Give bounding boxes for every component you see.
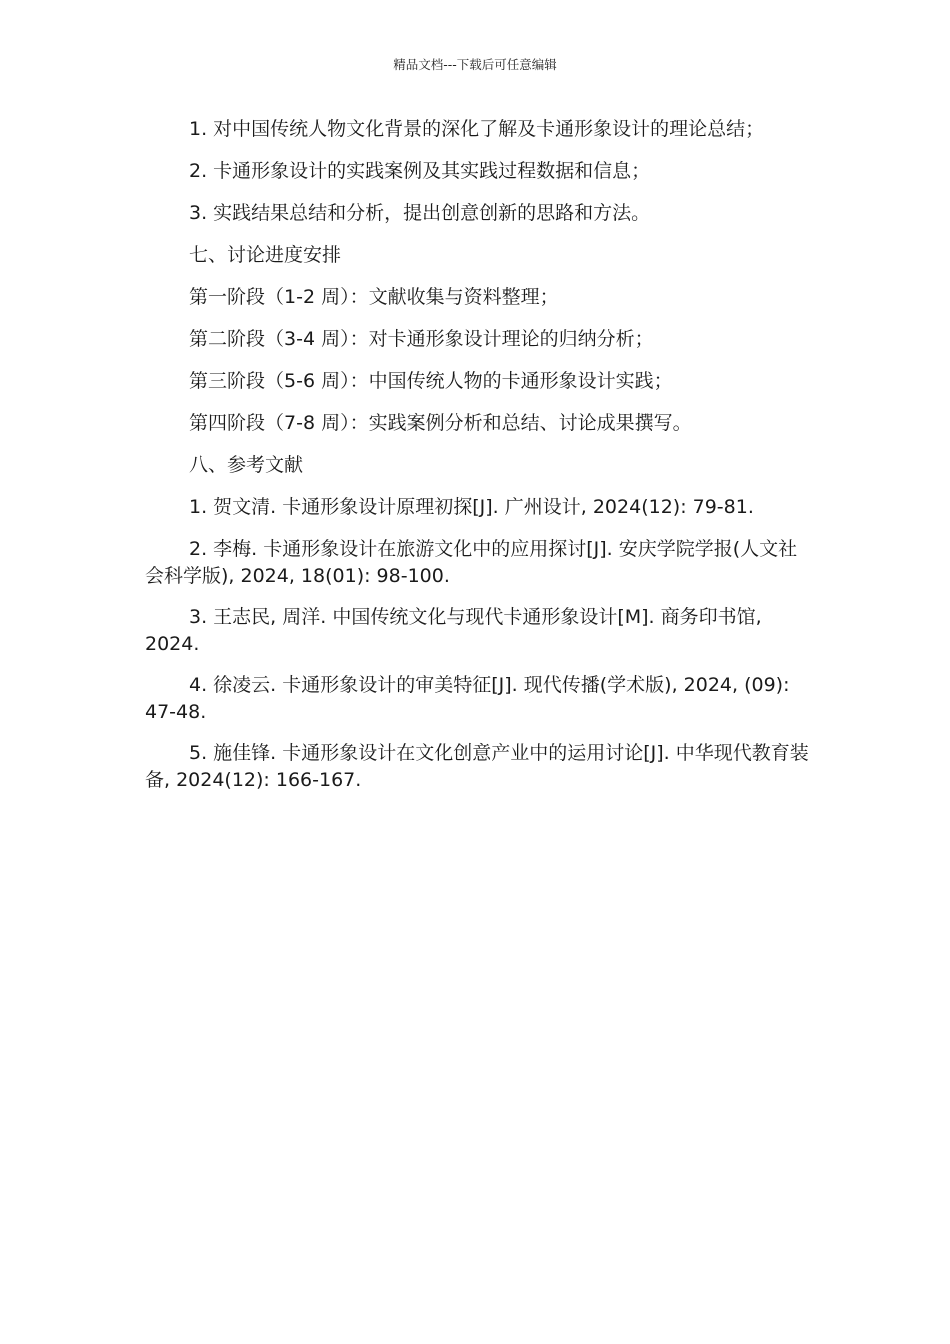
section-heading-references: 八、参考文献: [189, 454, 304, 476]
schedule-item: 第二阶段（3-4 周）：对卡通形象设计理论的归纳分析；: [189, 328, 654, 350]
goal-item: 1. 对中国传统人物文化背景的深化了解及卡通形象设计的理论总结；: [189, 118, 765, 140]
schedule-item: 第一阶段（1-2 周）：文献收集与资料整理；: [189, 286, 559, 308]
page-header: 精品文档---下载后可任意编辑: [393, 57, 557, 72]
reference-item: 3. 王志民, 周洋. 中国传统文化与现代卡通形象设计[M]. 商务印书馆, 2024.: [145, 606, 762, 655]
reference-item: 5. 施佳锋. 卡通形象设计在文化创意产业中的运用讨论[J]. 中华现代教育装备, 2024(12): 166-167.: [145, 742, 809, 791]
schedule-item: 第四阶段（7-8 周）：实践案例分析和总结、讨论成果撰写。: [189, 412, 692, 434]
reference-item: 1. 贺文清. 卡通形象设计原理初探[J]. 广州设计, 2024(12): 79-81.: [189, 496, 754, 518]
section-heading-schedule: 七、讨论进度安排: [189, 244, 342, 266]
goal-item: 3. 实践结果总结和分析，提出创意创新的思路和方法。: [189, 202, 651, 224]
reference-item: 2. 李梅. 卡通形象设计在旅游文化中的应用探讨[J]. 安庆学院学报(人文社会科学版), 2024, 18(01): 98-100.: [145, 538, 798, 587]
document-body: [145, 116, 809, 808]
reference-item: 4. 徐凌云. 卡通形象设计的审美特征[J]. 现代传播(学术版), 2024, (09): 47-48.: [145, 674, 790, 723]
schedule-item: 第三阶段（5-6 周）：中国传统人物的卡通形象设计实践；: [189, 370, 673, 392]
goal-item: 2. 卡通形象设计的实践案例及其实践过程数据和信息；: [189, 160, 651, 182]
